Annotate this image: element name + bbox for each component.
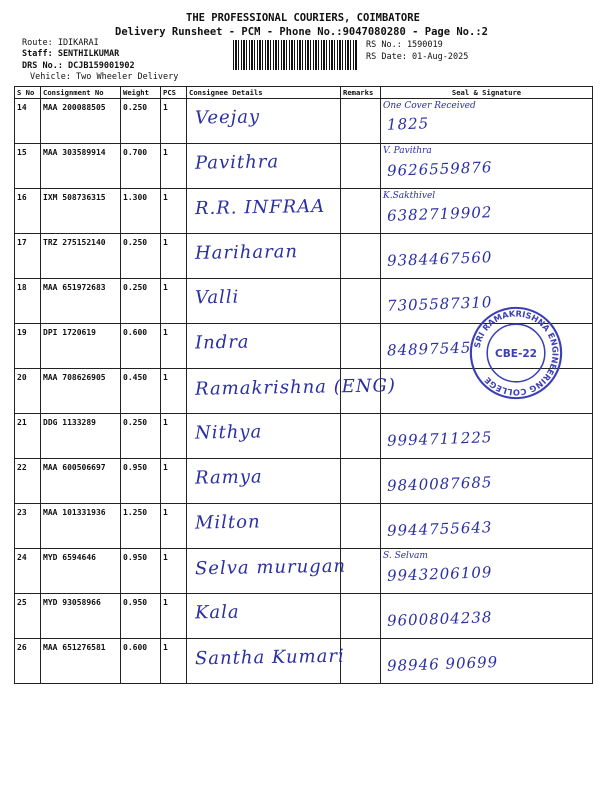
college-seal-stamp <box>468 305 564 401</box>
pcs-cell: 1 <box>161 369 187 414</box>
sno-cell: 24 <box>15 549 41 594</box>
remarks-cell <box>341 414 381 459</box>
company-title: THE PROFESSIONAL COURIERS, COIMBATORE <box>186 12 420 24</box>
signature-cell <box>381 504 593 549</box>
consignment-cell: MAA 101331936 <box>41 504 121 549</box>
stamp-center-text: CBE-22 <box>494 347 538 360</box>
remarks-cell <box>341 594 381 639</box>
consignee-cell <box>187 324 341 369</box>
weight-cell: 0.250 <box>121 99 161 144</box>
consignee-cell <box>187 594 341 639</box>
consignment-cell: MAA 651276581 <box>41 639 121 684</box>
remarks-cell <box>341 189 381 234</box>
consignment-cell: IXM 508736315 <box>41 189 121 234</box>
signature-handwritten: K.Sakthivel <box>383 191 436 201</box>
consignment-cell: MYD 6594646 <box>41 549 121 594</box>
sno-cell: 16 <box>15 189 41 234</box>
table-row <box>15 144 593 189</box>
remarks-cell <box>341 639 381 684</box>
remarks-cell <box>341 234 381 279</box>
table-row <box>15 504 593 549</box>
weight-cell: 0.950 <box>121 594 161 639</box>
consignee-name-handwritten: Ramya <box>194 466 263 489</box>
phone-handwritten: 9384467560 <box>386 248 493 270</box>
weight-cell: 0.950 <box>121 549 161 594</box>
staff-label: Staff: SENTHILKUMAR <box>22 49 120 59</box>
drs-label: DRS No.: DCJB159001902 <box>22 61 135 71</box>
route-label: Route: IDIKARAI <box>22 38 99 48</box>
table-row <box>15 234 593 279</box>
signature-handwritten: One Cover Received <box>383 101 476 111</box>
pcs-cell: 1 <box>161 504 187 549</box>
pcs-cell: 1 <box>161 639 187 684</box>
consignee-cell <box>187 504 341 549</box>
phone-handwritten: 9626559876 <box>386 158 493 180</box>
col-sno: S No <box>15 87 41 99</box>
consignee-cell <box>187 639 345 684</box>
signature-cell <box>381 414 593 459</box>
consignee-name-handwritten: Ramakrishna (ENG) <box>194 375 397 400</box>
consignee-name-handwritten: Milton <box>194 511 261 534</box>
rs-number: RS No.: 1590019 <box>366 40 443 50</box>
consignment-cell: DPI 1720619 <box>41 324 121 369</box>
pcs-cell: 1 <box>161 234 187 279</box>
signature-cell <box>381 144 593 189</box>
weight-cell: 0.250 <box>121 414 161 459</box>
consignment-cell: DDG 1133289 <box>41 414 121 459</box>
consignee-cell <box>187 279 341 324</box>
phone-handwritten: 98946 90699 <box>386 653 499 675</box>
pcs-cell: 1 <box>161 414 187 459</box>
signature-cell <box>381 99 593 144</box>
consignee-name-handwritten: Kala <box>194 601 240 624</box>
sno-cell: 15 <box>15 144 41 189</box>
weight-cell: 0.250 <box>121 234 161 279</box>
table-row <box>15 99 593 144</box>
consignee-cell <box>187 99 341 144</box>
remarks-cell <box>341 144 381 189</box>
phone-handwritten: 9840087685 <box>386 473 493 495</box>
phone-handwritten: 6382719902 <box>386 203 493 225</box>
signature-cell <box>381 459 593 504</box>
pcs-cell: 1 <box>161 594 187 639</box>
remarks-cell <box>341 504 381 549</box>
sno-cell: 17 <box>15 234 41 279</box>
consignment-cell: MAA 600506697 <box>41 459 121 504</box>
pcs-cell: 1 <box>161 549 187 594</box>
consignment-cell: MYD 93058966 <box>41 594 121 639</box>
consignee-cell <box>187 189 341 234</box>
sno-cell: 21 <box>15 414 41 459</box>
signature-cell <box>381 594 593 639</box>
signature-cell <box>381 234 593 279</box>
phone-handwritten: 9944755643 <box>386 518 493 540</box>
signature-handwritten: S. Selvam <box>383 551 428 561</box>
consignment-cell: TRZ 275152140 <box>41 234 121 279</box>
phone-handwritten: 9600804238 <box>386 608 493 630</box>
weight-cell: 1.300 <box>121 189 161 234</box>
consignee-cell <box>187 459 341 504</box>
sno-cell: 26 <box>15 639 41 684</box>
consignment-cell: MAA 708626905 <box>41 369 121 414</box>
consignee-name-handwritten: R.R. INFRAA <box>194 195 326 220</box>
sno-cell: 18 <box>15 279 41 324</box>
remarks-cell <box>341 369 381 414</box>
consignee-name-handwritten: Veejay <box>194 106 261 129</box>
consignee-name-handwritten: Santha Kumari <box>194 645 345 670</box>
remarks-cell <box>341 99 381 144</box>
signature-cell <box>381 639 593 684</box>
col-pcs: PCS <box>161 87 187 99</box>
consignee-name-handwritten: Pavithra <box>194 151 280 174</box>
consignee-name-handwritten: Hariharan <box>194 241 299 264</box>
weight-cell: 0.600 <box>121 324 161 369</box>
col-consignment: Consignment No <box>41 87 121 99</box>
signature-handwritten: V. Pavithra <box>383 146 432 156</box>
consignee-name-handwritten: Valli <box>194 286 240 309</box>
col-consignee: Consignee Details <box>187 87 341 99</box>
phone-handwritten: 9994711225 <box>386 428 493 450</box>
weight-cell: 0.450 <box>121 369 161 414</box>
sno-cell: 23 <box>15 504 41 549</box>
remarks-cell <box>341 279 381 324</box>
pcs-cell: 1 <box>161 324 187 369</box>
vehicle-label: Vehicle: Two Wheeler Delivery <box>30 72 179 82</box>
consignee-cell <box>187 234 341 279</box>
consignee-name-handwritten: Nithya <box>194 421 263 444</box>
weight-cell: 0.700 <box>121 144 161 189</box>
stamp-ring-text: SRI RAMAKRISHNA ENGINEERING COLLEGE <box>471 308 561 398</box>
pcs-cell: 1 <box>161 279 187 324</box>
table-row <box>15 414 593 459</box>
rs-date: RS Date: 01-Aug-2025 <box>366 52 469 62</box>
table-row <box>15 459 593 504</box>
signature-cell <box>381 189 593 234</box>
phone-handwritten: 9943206109 <box>386 563 493 585</box>
consignment-cell: MAA 200088505 <box>41 99 121 144</box>
consignee-cell <box>187 144 341 189</box>
sno-cell: 19 <box>15 324 41 369</box>
runsheet-subtitle: Delivery Runsheet - PCM - Phone No.:9047080280 - Page No.:2 <box>115 26 488 38</box>
col-weight: Weight <box>121 87 161 99</box>
table-row <box>15 549 593 594</box>
table-row <box>15 594 593 639</box>
col-seal-signature: Seal & Signature <box>381 87 593 99</box>
consignee-name-handwritten: Selva murugan <box>194 555 347 580</box>
sno-cell: 20 <box>15 369 41 414</box>
consignee-cell <box>187 414 341 459</box>
sno-cell: 22 <box>15 459 41 504</box>
barcode <box>233 40 358 70</box>
phone-handwritten: 1825 <box>386 114 430 134</box>
sno-cell: 14 <box>15 99 41 144</box>
signature-cell <box>381 549 593 594</box>
phone-handwritten: 7305587310 <box>386 293 493 315</box>
weight-cell: 1.250 <box>121 504 161 549</box>
consignment-cell: MAA 651972683 <box>41 279 121 324</box>
consignment-cell: MAA 303589914 <box>41 144 121 189</box>
pcs-cell: 1 <box>161 99 187 144</box>
weight-cell: 0.950 <box>121 459 161 504</box>
table-row <box>15 189 593 234</box>
table-row <box>15 639 593 684</box>
consignee-cell <box>187 369 397 414</box>
weight-cell: 0.600 <box>121 639 161 684</box>
col-remarks: Remarks <box>341 87 381 99</box>
phone-handwritten: 84897545 <box>386 338 472 360</box>
pcs-cell: 1 <box>161 144 187 189</box>
consignee-cell <box>187 549 347 594</box>
remarks-cell <box>341 459 381 504</box>
remarks-cell <box>341 324 381 369</box>
consignee-name-handwritten: Indra <box>194 331 250 354</box>
weight-cell: 0.250 <box>121 279 161 324</box>
remarks-cell <box>341 549 381 594</box>
pcs-cell: 1 <box>161 189 187 234</box>
pcs-cell: 1 <box>161 459 187 504</box>
table-header-row <box>15 87 593 99</box>
sno-cell: 25 <box>15 594 41 639</box>
